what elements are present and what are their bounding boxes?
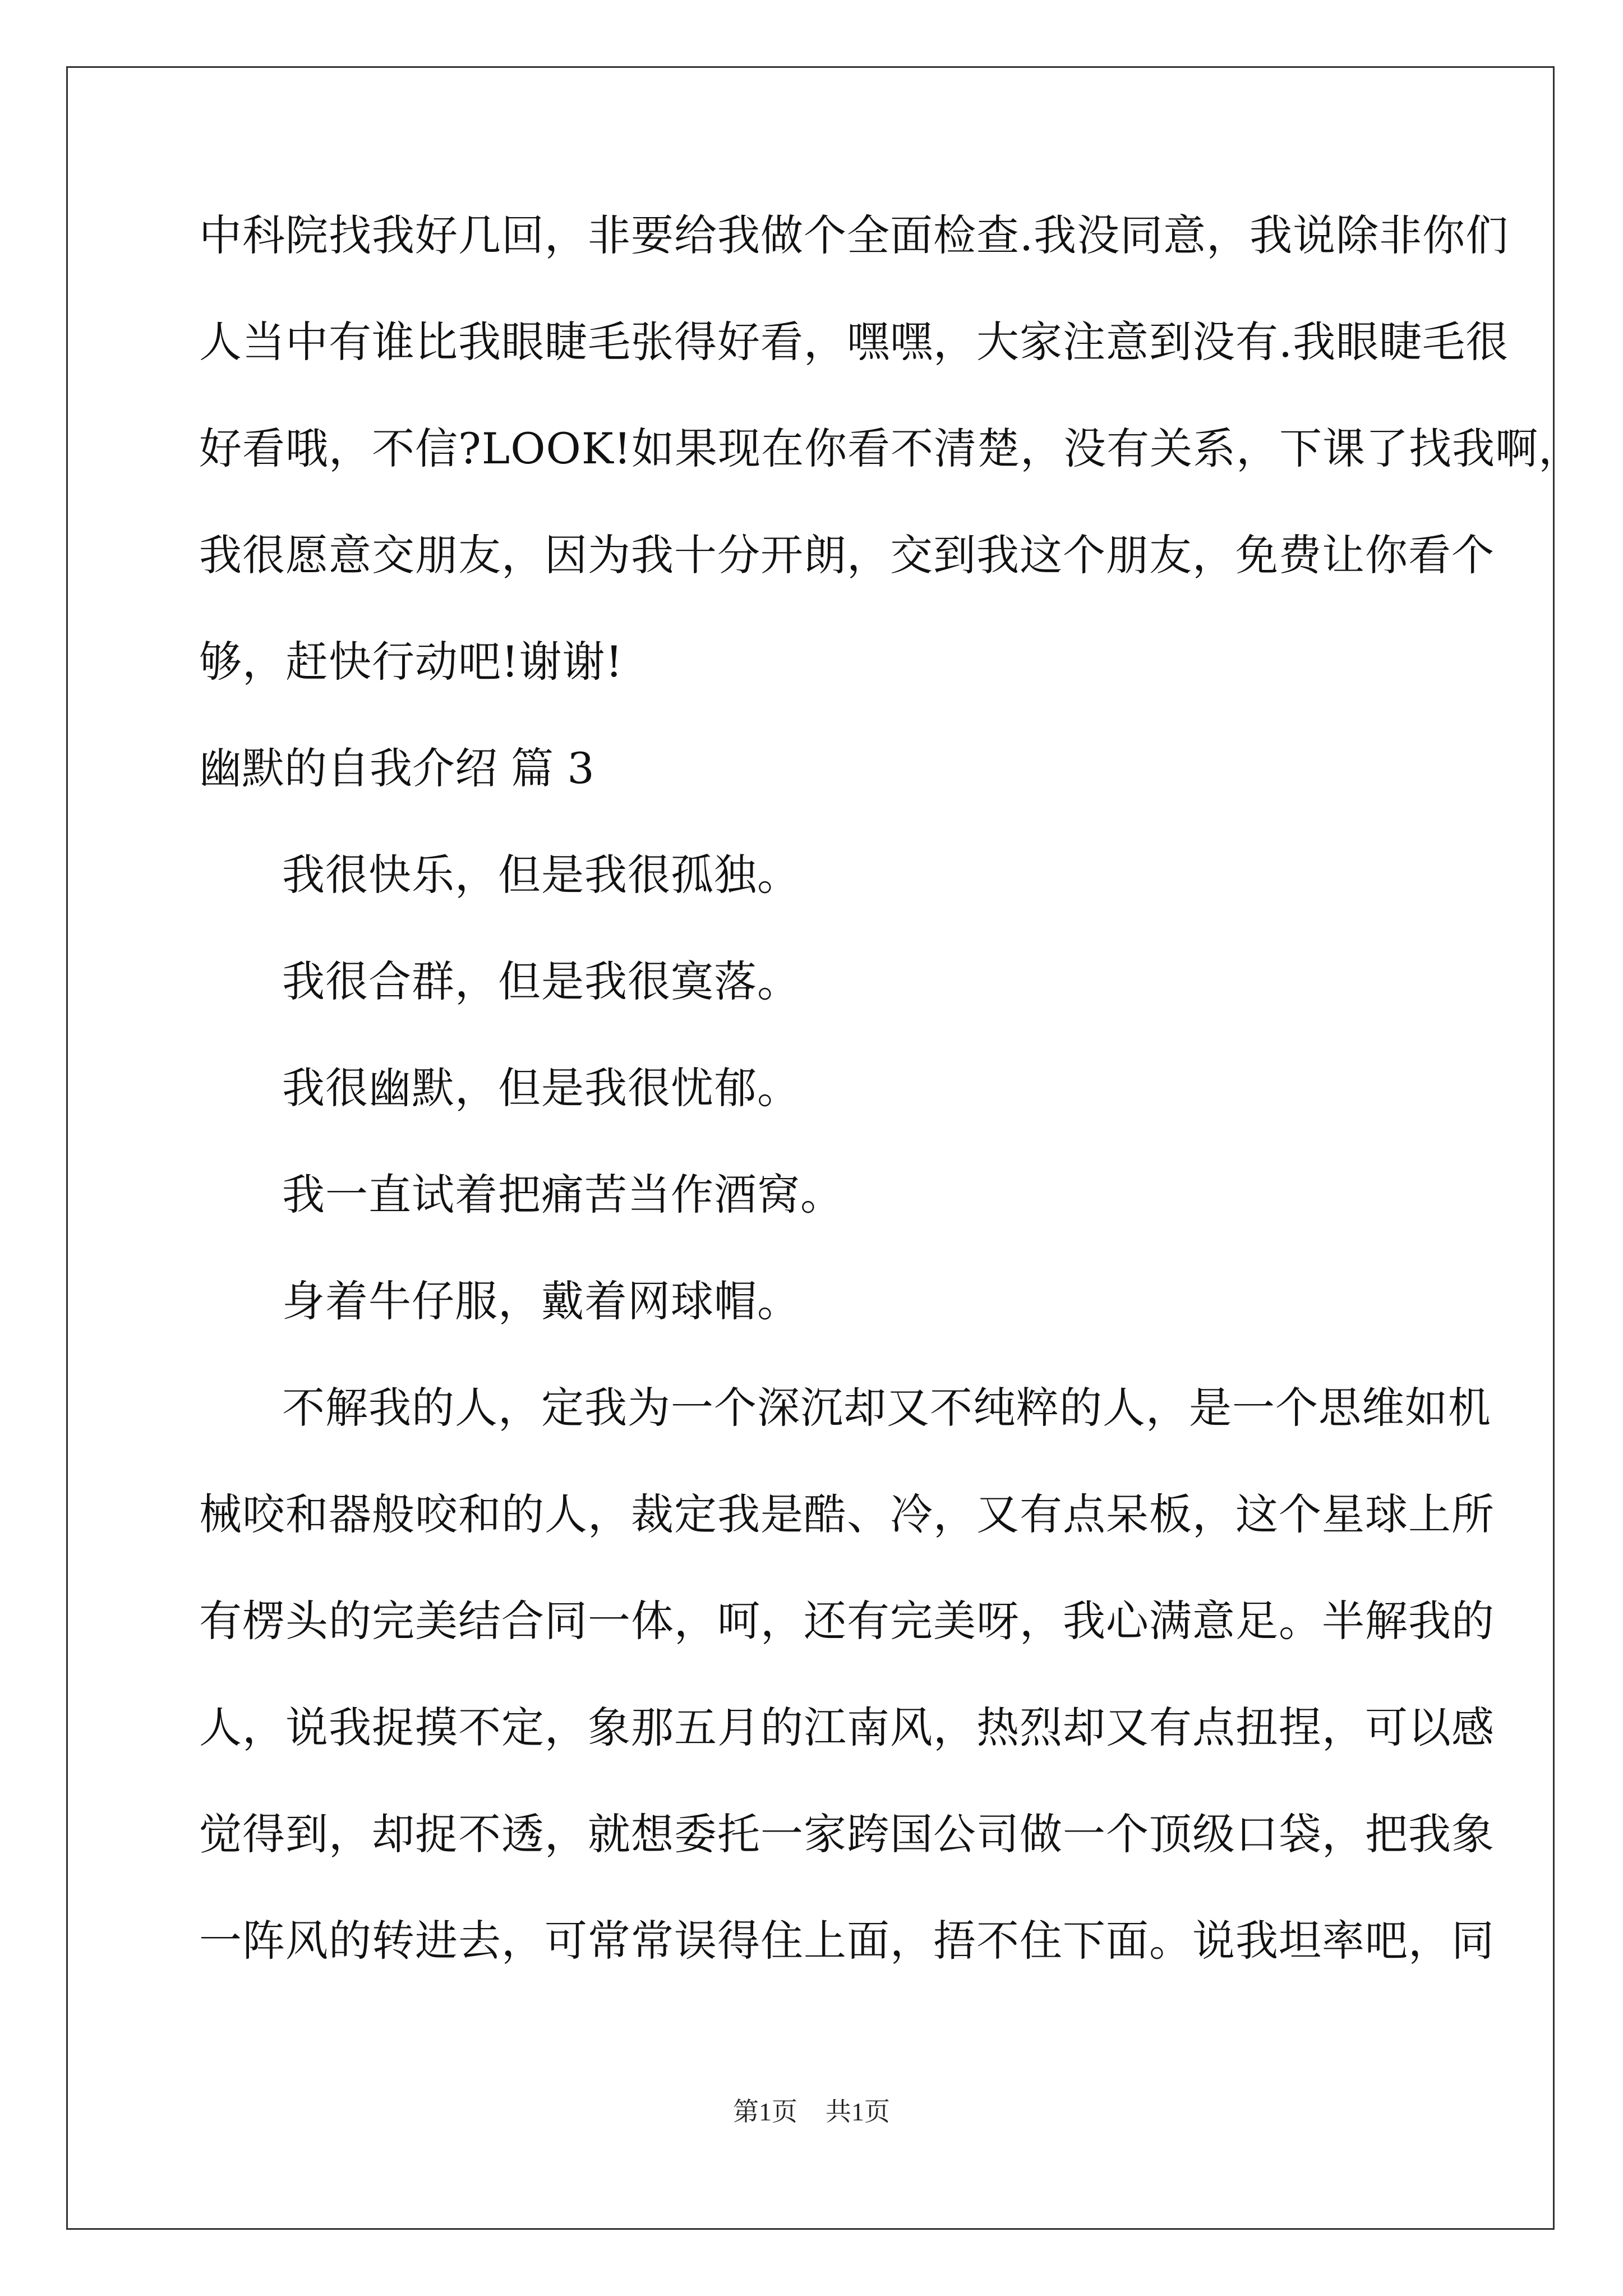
paragraph: 身着牛仔服，戴着网球帽。 xyxy=(282,1276,800,1326)
paragraph: 我很快乐，但是我很孤独。 xyxy=(282,850,800,900)
paragraph: 我一直试着把痛苦当作酒窝。 xyxy=(282,1170,843,1220)
text-line: 有楞头的完美结合同一体，呵，还有完美呀，我心满意足。半解我的 xyxy=(199,1596,1495,1646)
paragraph-first-line: 不解我的人，定我为一个深沉却又不纯粹的人，是一个思维如机 xyxy=(282,1383,1491,1433)
document-body xyxy=(199,208,1582,2019)
text-line: 中科院找我好几回，非要给我做个全面检查.我没同意，我说除非你们 xyxy=(199,210,1509,260)
text-line: 一阵风的转进去，可常常误得住上面，捂不住下面。说我坦率吧，同 xyxy=(199,1916,1495,1966)
text-line: 人当中有谁比我眼睫毛张得好看，嘿嘿，大家注意到没有.我眼睫毛很 xyxy=(199,317,1509,367)
text-line: 好看哦，不信?LOOK!如果现在你看不清楚，没有关系，下课了找我啊， xyxy=(199,424,1582,473)
page-number: 第1页 xyxy=(733,2097,797,2126)
page-footer xyxy=(0,2095,1623,2129)
paragraph: 我很合群，但是我很寞落。 xyxy=(282,956,800,1006)
text-line: 我很愿意交朋友，因为我十分开朗，交到我这个朋友，免费让你看个 xyxy=(199,530,1495,580)
page-total: 共1页 xyxy=(826,2097,890,2126)
text-line: 够，赶快行动吧!谢谢! xyxy=(199,637,624,687)
section-heading: 幽默的自我介绍 篇 3 xyxy=(199,743,594,793)
text-line: 械咬和器般咬和的人，裁定我是酷、冷，又有点呆板，这个星球上所 xyxy=(199,1489,1495,1539)
text-line: 人，说我捉摸不定，象那五月的江南风，热烈却又有点扭捏，可以感 xyxy=(199,1703,1495,1752)
text-line: 觉得到，却捉不透，就想委托一家跨国公司做一个顶级口袋，把我象 xyxy=(199,1809,1495,1859)
paragraph: 我很幽默，但是我很忧郁。 xyxy=(282,1063,800,1113)
